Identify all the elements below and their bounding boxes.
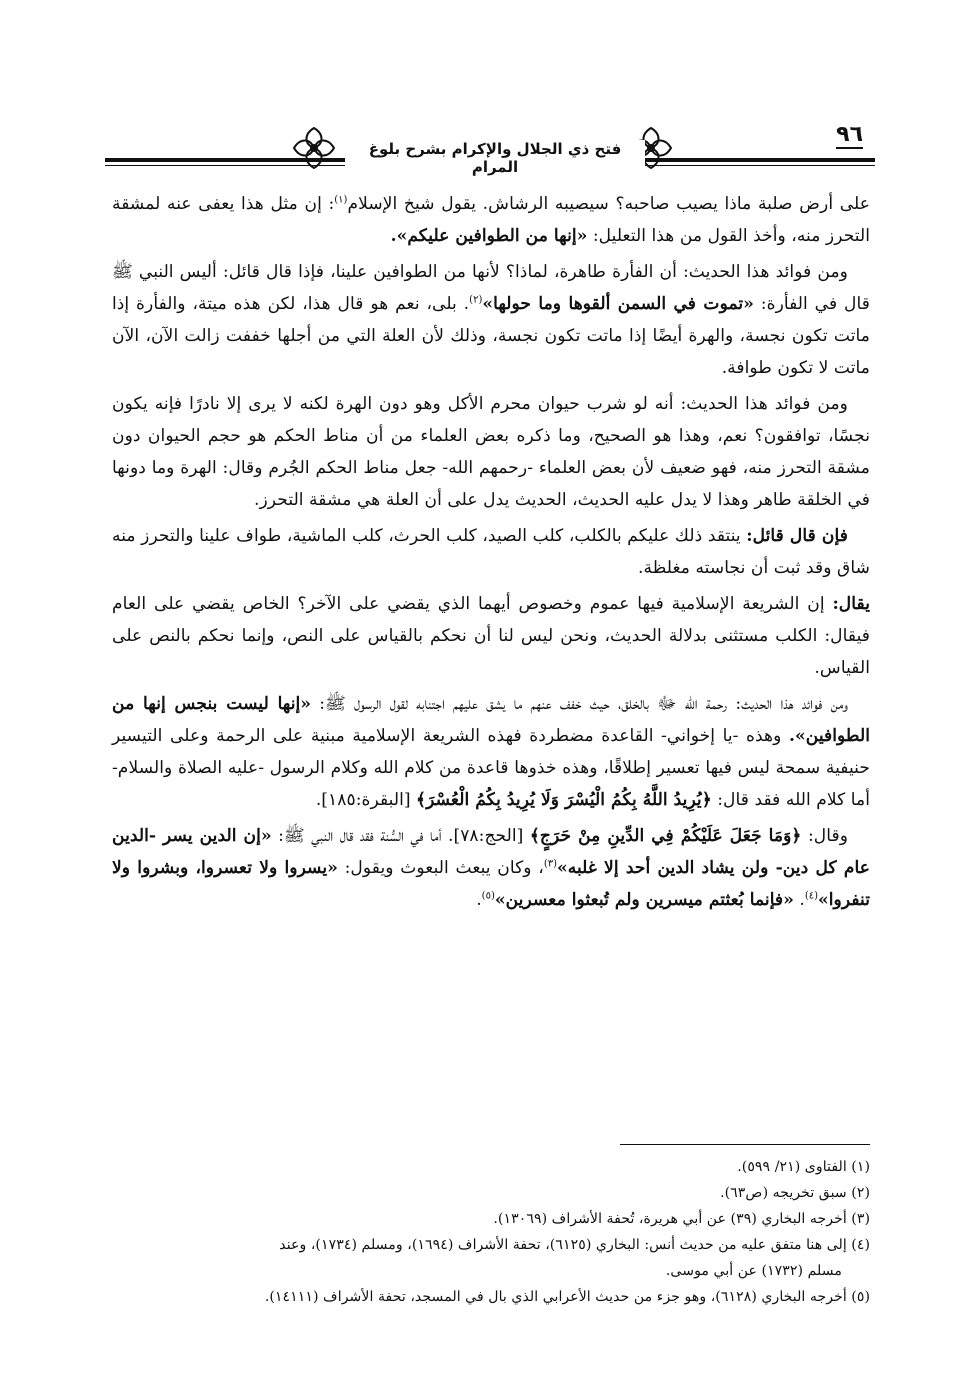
page-header bbox=[105, 118, 875, 174]
answer-label: يقال: bbox=[832, 594, 870, 614]
hadith-quote: «فإنما بُعثتم ميسرين ولم تُبعثوا معسرين» bbox=[494, 890, 794, 910]
footnote-4-continued: مسلم (١٧٣٢) عن أبي موسى. bbox=[665, 1263, 842, 1279]
text: ومن فوائد هذا الحديث: رحمة الله ﷻ بالخلق، حيث خفف عنهم ما يشق عليهم اجتنابه لقول الرسول ﷺ: bbox=[311, 694, 848, 714]
text: وقال: bbox=[801, 826, 848, 846]
footnote-4: (٤) إلى هنا متفق عليه من حديث أنس: البخاري (٦١٢٥)، تحفة الأشراف (١٦٩٤)، ومسلم (١٧٣٤)، وعند bbox=[279, 1237, 870, 1253]
book-title: فتح ذي الجلال والإكرام بشرح بلوغ المرام bbox=[345, 140, 645, 176]
text: ومن فوائد هذا الحديث: أنه لو شرب حيوان محرم الأكل وهو دون الهرة لكنه لا يرى إلا نادرًا فإنه يكون نجسًا، توافقون؟ نعم، وهذا هو الصحيح، وما ذكره بعض العلماء من أن مناط الحكم هو حجم الحيوان دون مشقة التحرز منه، فهو ضعيف لأن بعض العلماء -رحمهم الله- جعل مناط الحكم الجُرم وقال: الهرة وما دونها في الخلقة طاهر وهذا لا يدل عليه الحديث، الحديث يدل على أن العلة هي مشقة التحرز. bbox=[112, 394, 870, 510]
paragraph-1 bbox=[112, 188, 870, 252]
ornament-left-icon bbox=[290, 124, 338, 172]
footnote-ref[interactable]: (٥) bbox=[481, 890, 495, 902]
footnote-ref[interactable]: (١) bbox=[334, 194, 348, 206]
paragraph-3 bbox=[112, 388, 870, 516]
quran-verse: ﴿وَمَا جَعَلَ عَلَيْكُمْ فِي الدِّينِ مِنْ حَرَجٍ﴾ bbox=[529, 826, 802, 846]
text: . bbox=[793, 890, 805, 910]
text: . أما في السُّنة فقد قال النبي ﷺ: bbox=[271, 826, 454, 846]
text: : إن مثل هذا يعفى عنه لمشقة التحرز منه، وأخذ القول من هذا التعليل: bbox=[112, 194, 870, 246]
text: . bbox=[476, 890, 482, 910]
main-text bbox=[112, 188, 870, 920]
footnote-ref[interactable]: (٣) bbox=[543, 858, 558, 870]
hadith-quote: «إن الدين يسر -الدين عام كل دين- ولن يشاد الدين أحد إلا غلبه» bbox=[112, 826, 870, 878]
paragraph-7 bbox=[112, 820, 870, 916]
hadith-quote: «إنها من الطوافين عليكم». bbox=[390, 226, 588, 246]
footnote-separator bbox=[620, 1144, 870, 1145]
quran-verse: ﴿يُرِيدُ اللَّهُ بِكُمُ الْيُسْرَ وَلَا يُرِيدُ بِكُمُ الْعُسْرَ﴾ bbox=[416, 790, 712, 810]
text: إن الشريعة الإسلامية فيها عموم وخصوص أيهما الذي يقضي على الآخر؟ الخاص يقضي على العام فيقال: الكلب مستثنى بدلالة الحديث، ونحن ليس لنا أن نحكم بالقياس على النص، وإنما نحكم بالنص على القياس. bbox=[112, 594, 870, 678]
footnote-3: (٣) أخرجه البخاري (٣٩) عن أبي هريرة، تُحفة الأشراف (١٣٠٦٩). bbox=[493, 1211, 870, 1227]
text: ، وكان يبعث البعوث ويقول: bbox=[337, 858, 544, 878]
paragraph-2 bbox=[112, 256, 870, 384]
footnote-ref[interactable]: (٢) bbox=[469, 294, 483, 306]
verse-reference: [الحج:٧٨] bbox=[453, 826, 530, 846]
page-number: ٩٦ bbox=[836, 122, 863, 147]
paragraph-5 bbox=[112, 588, 870, 684]
text: وهذه -يا إخواني- القاعدة مضطردة فهذه الشريعة الإسلامية مبنية على الرحمة وعلى التيسير حنيفية سمحة ليس فيها تعسير إطلاقًا، وهذه خذوها قاعدة من كلام الله وكلام الرسول -عليه الصلاة والسلام- أما كلام الله فقد قال: bbox=[112, 726, 870, 810]
text: ومن فوائد هذا الحديث: أن الفأرة طاهرة، لماذا؟ لأنها من الطوافين علينا، فإذا قال قائل: أليس النبي ﷺ قال في الفأرة: bbox=[112, 262, 871, 314]
footnote-2: (٢) سبق تخريجه (ص٦٣). bbox=[720, 1185, 870, 1201]
text: على أرض صلبة ماذا يصيب صاحبه؟ سيصيبه الرشاش. يقول شيخ الإسلام bbox=[347, 194, 870, 214]
paragraph-6 bbox=[112, 688, 870, 816]
text: . بلى، نعم هو قال هذا، لكن هذه ميتة، والفأرة إذا ماتت تكون نجسة، والهرة أيضًا إذا ماتت تكون نجسة، وذلك لأن العلة التي من أجلها خففت زالت الآن، الآن ماتت لا تكون طوافة. bbox=[112, 294, 870, 378]
paragraph-4 bbox=[112, 520, 870, 584]
footnote-5: (٥) أخرجه البخاري (٦١٢٨)، وهو جزء من حديث الأعرابي الذي بال في المسجد، تحفة الأشراف (١٤١١١). bbox=[264, 1289, 870, 1305]
hadith-quote: «يسروا ولا تعسروا، وبشروا ولا تنفروا» bbox=[112, 858, 870, 910]
verse-reference: [البقرة:١٨٥]. bbox=[315, 790, 417, 810]
objection-label: فإن قال قائل: bbox=[746, 526, 848, 546]
hadith-quote: «تموت في السمن ألقوها وما حولها» bbox=[482, 294, 754, 314]
footnote-1: (١) الفتاوى (٢١/ ٥٩٩). bbox=[737, 1159, 870, 1175]
text: ينتقد ذلك عليكم بالكلب، كلب الصيد، كلب الحرث، كلب الماشية، طواف علينا والتحرز منه شاق وقد ثبت أن نجاسته مغلظة. bbox=[112, 526, 870, 578]
footnote-ref[interactable]: (٤) bbox=[804, 890, 819, 902]
footnotes bbox=[112, 1154, 870, 1310]
hadith-quote: «إنها ليست بنجس إنها من الطوافين». bbox=[112, 694, 870, 746]
